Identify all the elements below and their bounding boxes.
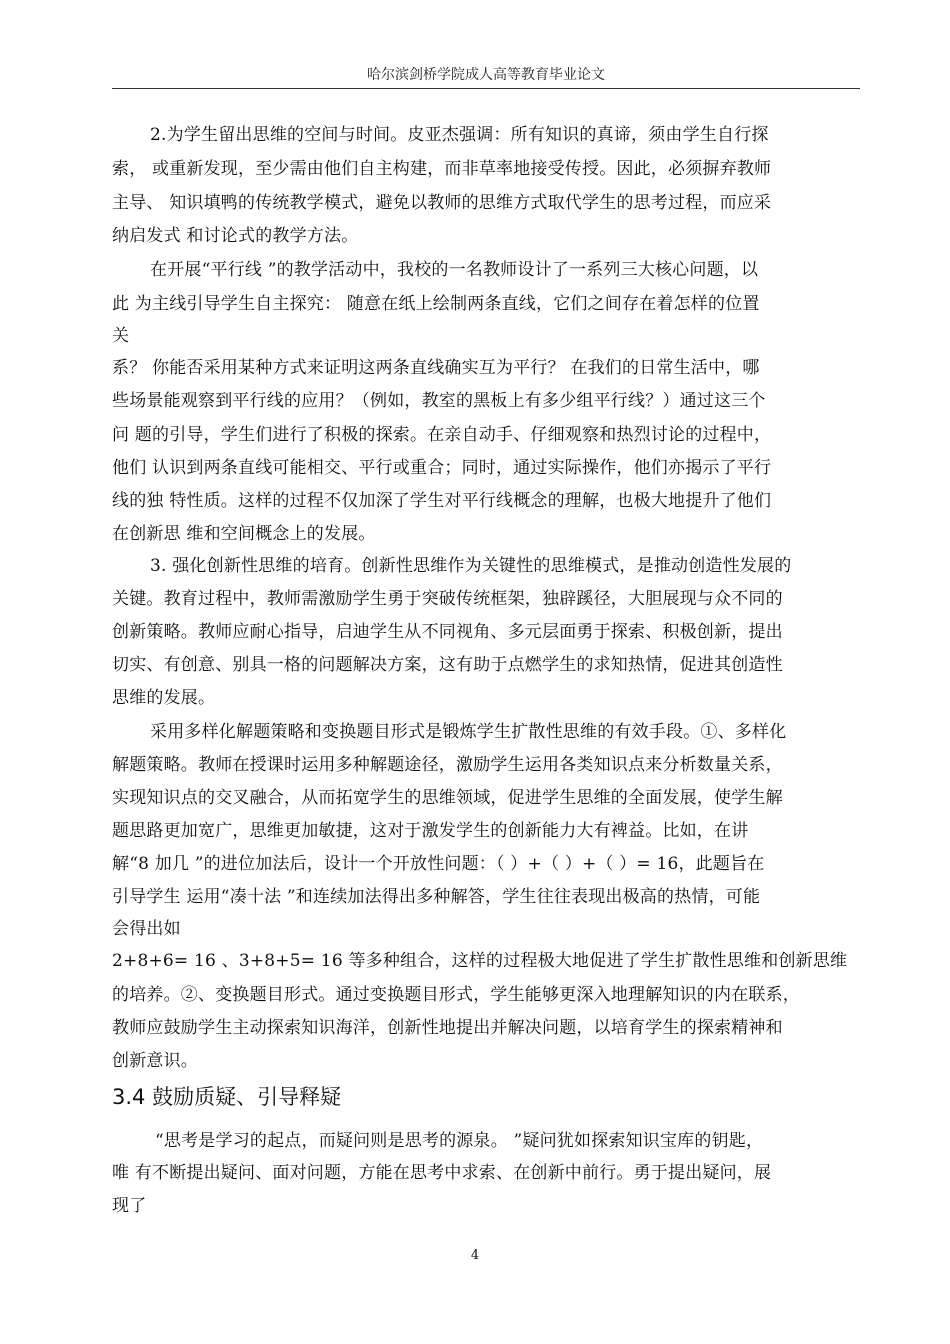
body-line: 引导学生 运用“凑十法 ”和连续加法得出多种解答，学生往往表现出极高的热情，可能	[112, 887, 761, 907]
body-line: 线的独 特性质。这样的过程不仅加深了学生对平行线概念的理解，也极大地提升了他们	[112, 491, 772, 511]
body-line: 创新策略。教师应耐心指导，启迪学生从不同视角、多元层面勇于探索、积极创新，提出	[112, 622, 783, 642]
body-line: 纳启发式 和讨论式的教学方法。	[112, 226, 359, 246]
page-header: 哈尔滨剑桥学院成人高等教育毕业论文	[367, 67, 605, 83]
page-number: 4	[470, 1248, 480, 1263]
body-line: 会得出如	[112, 919, 181, 939]
body-line: 他们 认识到两条直线可能相交、平行或重合；同时，通过实际操作，他们亦揭示了平行	[112, 458, 772, 478]
body-line: 采用多样化解题策略和变换题目形式是锻炼学生扩散性思维的有效手段。①、多样化	[150, 722, 787, 742]
body-line: 解“8 加几 ”的进位加法后，设计一个开放性问题：（ ）+（ ）+（ ）= 16，此题旨在	[112, 854, 765, 874]
body-line: 3. 强化创新性思维的培育。创新性思维作为关键性的思维模式，是推动创造性发展的	[150, 556, 792, 576]
body-line: “思考是学习的起点，而疑问则是思考的源泉。 ”疑问犹如探索知识宝库的钥匙，	[155, 1131, 764, 1151]
body-line: 此 为主线引导学生自主探究： 随意在纸上绘制两条直线，它们之间存在着怎样的位置	[112, 294, 760, 314]
body-line: 的培养。②、变换题目形式。通过变换题目形式，学生能够更深入地理解知识的内在联系，	[112, 985, 800, 1005]
body-line: 关键。教育过程中，教师需激励学生勇于突破传统框架，独辟蹊径，大胆展现与众不同的	[112, 589, 783, 609]
body-line: 在创新思 维和空间概念上的发展。	[112, 524, 376, 544]
body-line: 思维的发展。	[112, 688, 216, 708]
body-line: 实现知识点的交叉融合，从而拓宽学生的思维领域，促进学生思维的全面发展，使学生解	[112, 788, 783, 808]
body-line: 解题策略。教师在授课时运用多种解题途径，激励学生运用各类知识点来分析数量关系，	[112, 755, 783, 775]
body-line: 些场景能观察到平行线的应用？（例如，教室的黑板上有多少组平行线？）通过这三个	[112, 391, 766, 411]
body-line: 主导、 知识填鸭的传统教学模式，避免以教师的思维方式取代学生的思考过程，而应采	[112, 193, 772, 213]
body-line: 2.为学生留出思维的空间与时间。皮亚杰强调：所有知识的真谛，须由学生自行探	[150, 125, 769, 145]
body-line: 教师应鼓励学生主动探索知识海洋，创新性地提出并解决问题，以培育学生的探索精神和	[112, 1018, 783, 1038]
body-line: 2+8+6= 16 、3+8+5= 16 等多种组合，这样的过程极大地促进了学生扩散性思维和创新思维	[112, 951, 848, 971]
body-line: 在开展“平行线 ”的教学活动中，我校的一名教师设计了一系列三大核心问题，以	[150, 260, 759, 280]
body-line: 题思路更加宽广，思维更加敏捷，这对于激发学生的创新能力大有裨益。比如，在讲	[112, 821, 749, 841]
section-heading: 3.4 鼓励质疑、引导释疑	[112, 1085, 342, 1109]
body-line: 唯 有不断提出疑问、面对问题，方能在思考中求索、在创新中前行。勇于提出疑问，展	[112, 1163, 772, 1183]
header-divider	[112, 88, 860, 89]
body-line: 创新意识。	[112, 1051, 198, 1071]
body-line: 关	[112, 326, 130, 346]
body-line: 切实、有创意、别具一格的问题解决方案，这有助于点燃学生的求知热情，促进其创造性	[112, 655, 783, 675]
body-line: 问 题的引导，学生们进行了积极的探索。在亲自动手、仔细观察和热烈讨论的过程中，	[112, 425, 772, 445]
body-line: 索， 或重新发现，至少需由他们自主构建，而非草率地接受传授。因此，必须摒弃教师	[112, 159, 772, 179]
body-line: 系？ 你能否采用某种方式来证明这两条直线确实互为平行？ 在我们的日常生活中，哪	[112, 358, 760, 378]
body-line: 现了	[112, 1196, 147, 1216]
